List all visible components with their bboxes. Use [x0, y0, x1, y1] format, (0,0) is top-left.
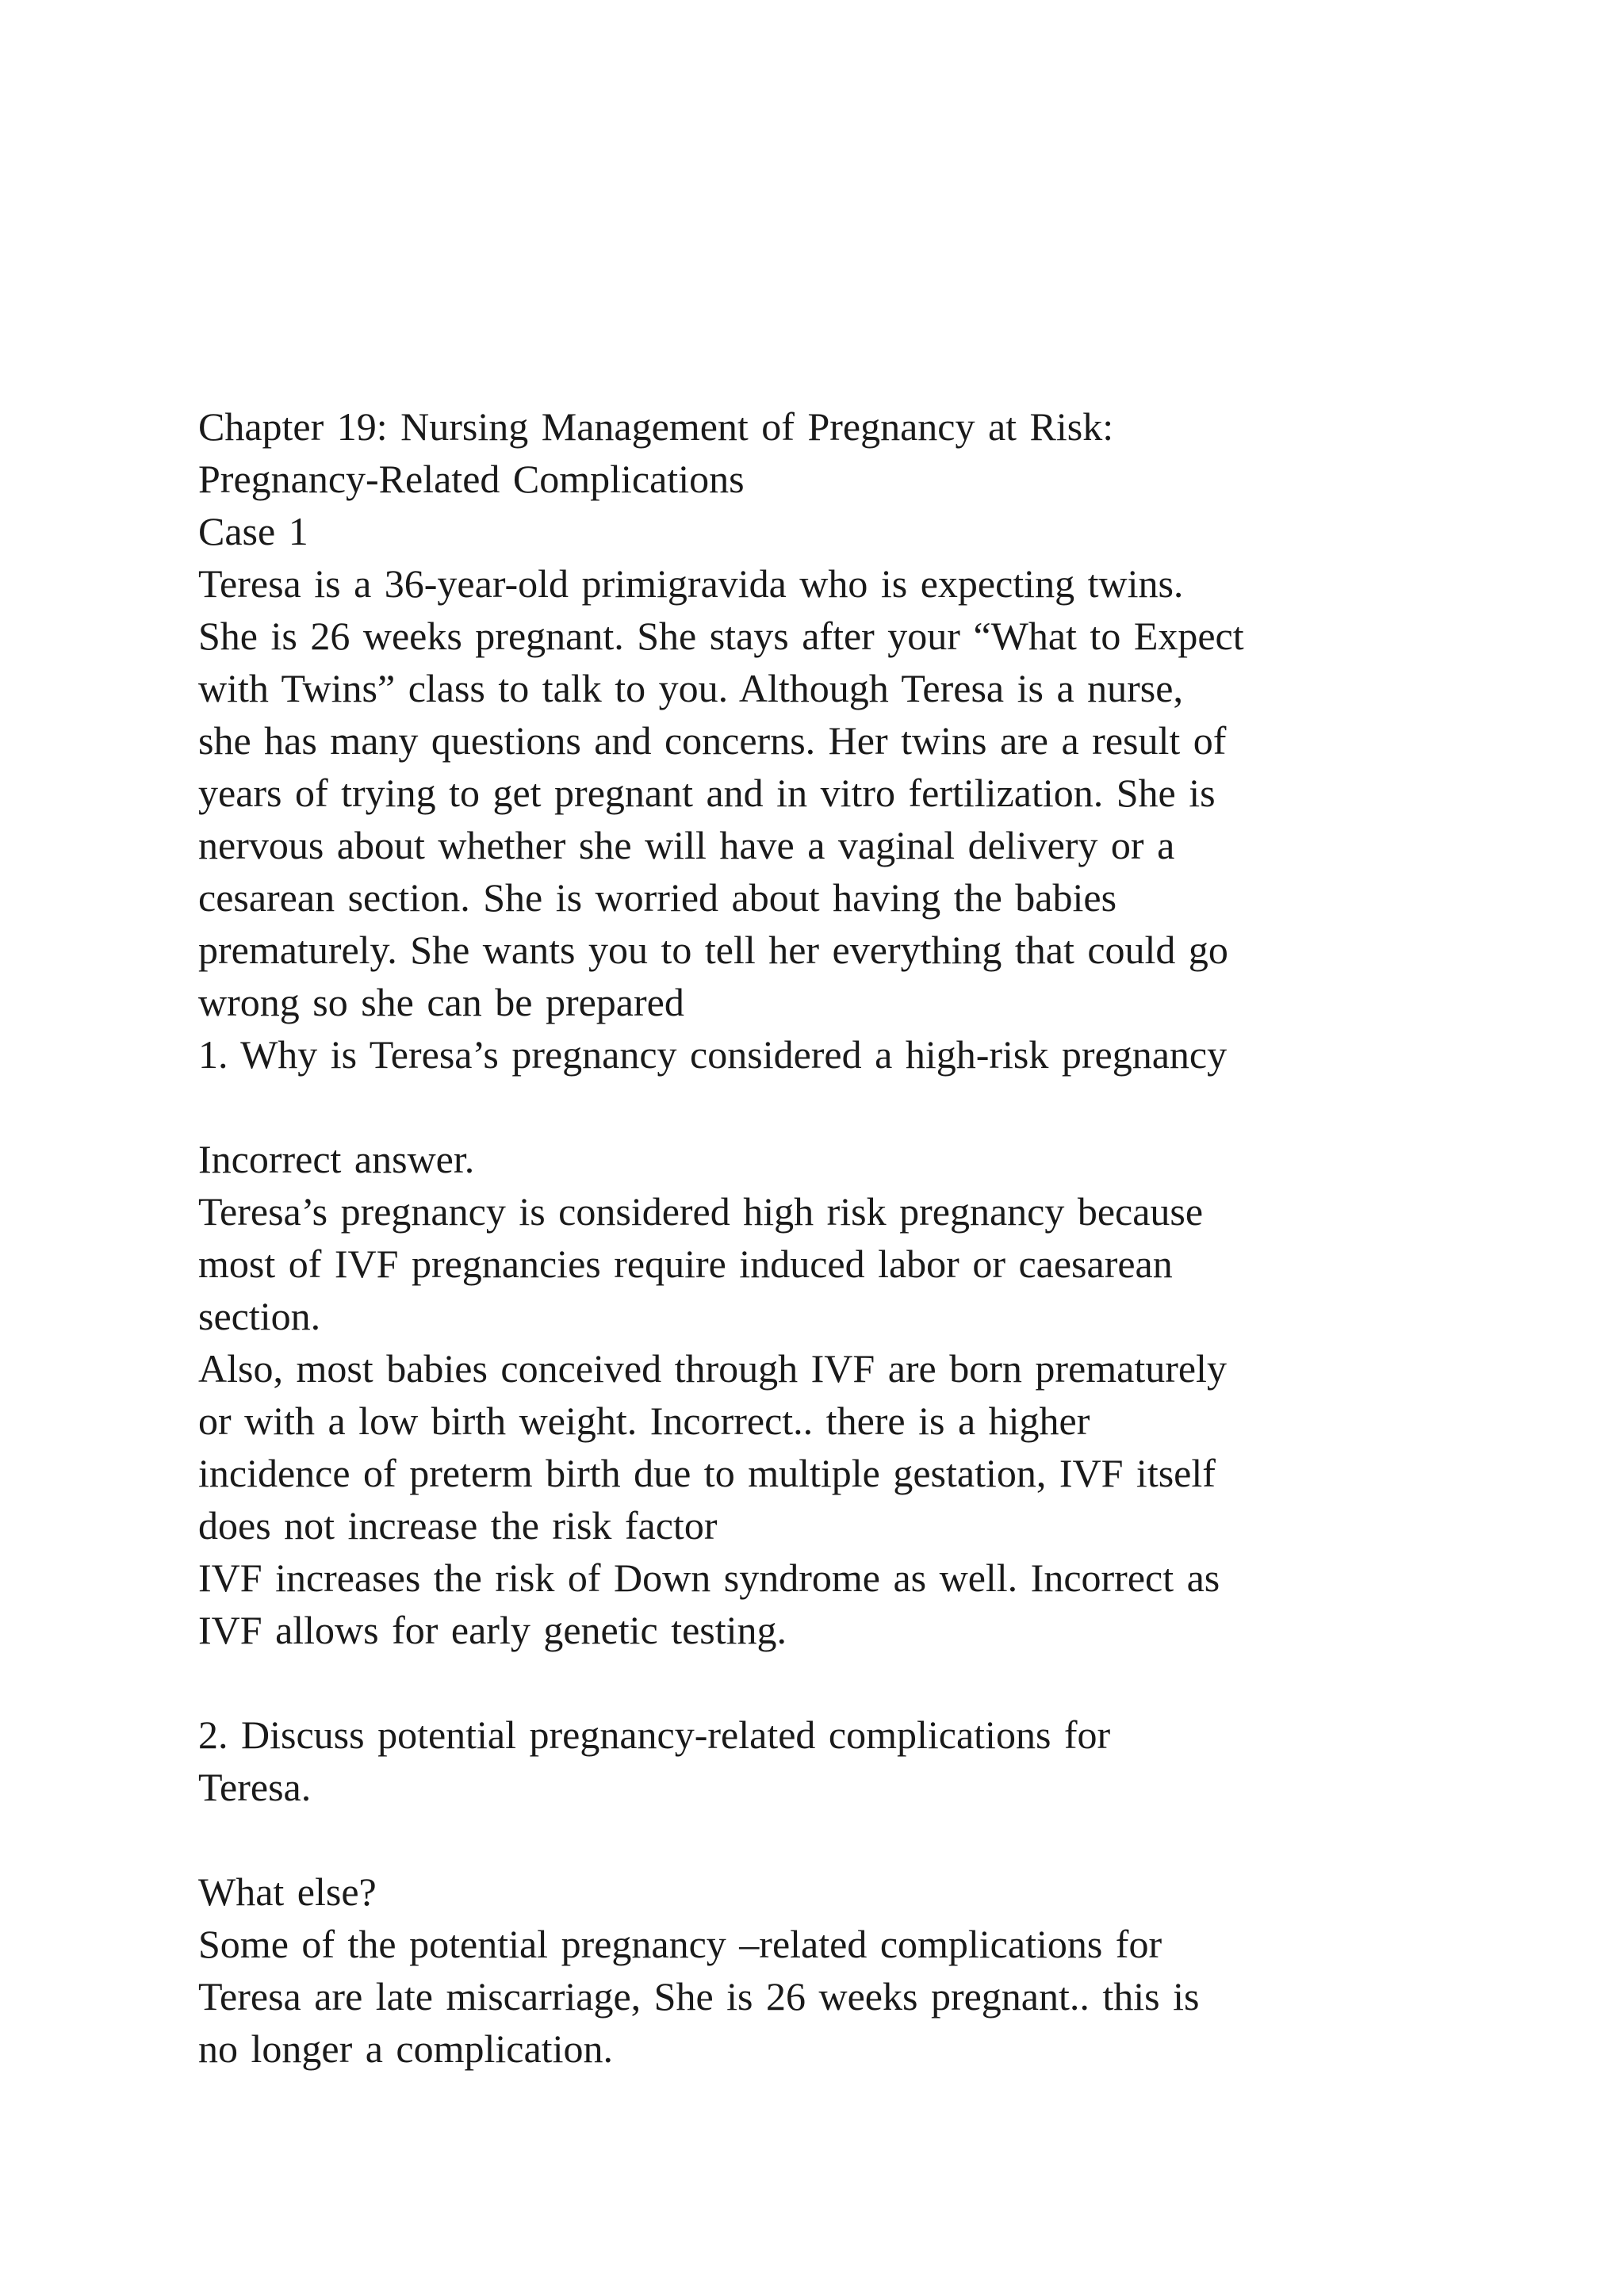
question-2-line: 2. Discuss potential pregnancy-related complications for	[198, 1712, 1111, 1757]
document-body	[198, 400, 1499, 2075]
answer-1	[198, 1133, 1499, 1656]
case-heading: Case 1	[198, 509, 308, 553]
case-scenario	[198, 557, 1499, 1028]
answer-1-line: IVF increases the risk of Down syndrome as well. Incorrect as	[198, 1556, 1220, 1600]
scenario-line: prematurely. She wants you to tell her everything that could go	[198, 928, 1228, 972]
answer-1-line: Incorrect answer.	[198, 1137, 475, 1181]
answer-1-line: IVF allows for early genetic testing.	[198, 1608, 787, 1652]
scenario-line: wrong so she can be prepared	[198, 980, 684, 1024]
blank-line	[198, 1081, 1499, 1133]
chapter-title-line-1: Chapter 19: Nursing Management of Pregnancy at Risk:	[198, 404, 1114, 449]
answer-1-line: most of IVF pregnancies require induced labor or caesarean	[198, 1242, 1173, 1286]
answer-2-line: no longer a complication.	[198, 2026, 613, 2071]
answer-1-line: does not increase the risk factor	[198, 1503, 718, 1548]
scenario-line: Teresa is a 36-year-old primigravida who is expecting twins.	[198, 561, 1184, 606]
blank-line	[198, 1813, 1499, 1866]
scenario-line: she has many questions and concerns. Her twins are a result of	[198, 718, 1227, 763]
question-2-line: Teresa.	[198, 1765, 312, 1809]
question-2	[198, 1709, 1499, 1813]
answer-1-line: incidence of preterm birth due to multiple gestation, IVF itself	[198, 1451, 1216, 1495]
scenario-line: with Twins” class to talk to you. Although Teresa is a nurse,	[198, 666, 1183, 710]
blank-line	[198, 1656, 1499, 1709]
answer-2-line: Teresa are late miscarriage, She is 26 weeks pregnant.. this is	[198, 1974, 1200, 2019]
chapter-title-line-2: Pregnancy-Related Complications	[198, 457, 745, 501]
answer-2-line: Some of the potential pregnancy –related complications for	[198, 1922, 1162, 1966]
answer-2	[198, 1866, 1499, 2075]
scenario-line: cesarean section. She is worried about having the babies	[198, 875, 1117, 920]
scenario-line: years of trying to get pregnant and in vitro fertilization. She is	[198, 771, 1216, 815]
answer-1-line: Teresa’s pregnancy is considered high risk pregnancy because	[198, 1189, 1204, 1234]
question-1: 1. Why is Teresa’s pregnancy considered a high-risk pregnancy	[198, 1032, 1228, 1077]
answer-1-line: or with a low birth weight. Incorrect.. there is a higher	[198, 1399, 1090, 1443]
answer-1-line: Also, most babies conceived through IVF are born prematurely	[198, 1346, 1227, 1391]
answer-2-line: What else?	[198, 1869, 377, 1914]
scenario-line: She is 26 weeks pregnant. She stays after your “What to Expect	[198, 614, 1244, 658]
scenario-line: nervous about whether she will have a vaginal delivery or a	[198, 823, 1175, 867]
answer-1-line: section.	[198, 1294, 321, 1338]
